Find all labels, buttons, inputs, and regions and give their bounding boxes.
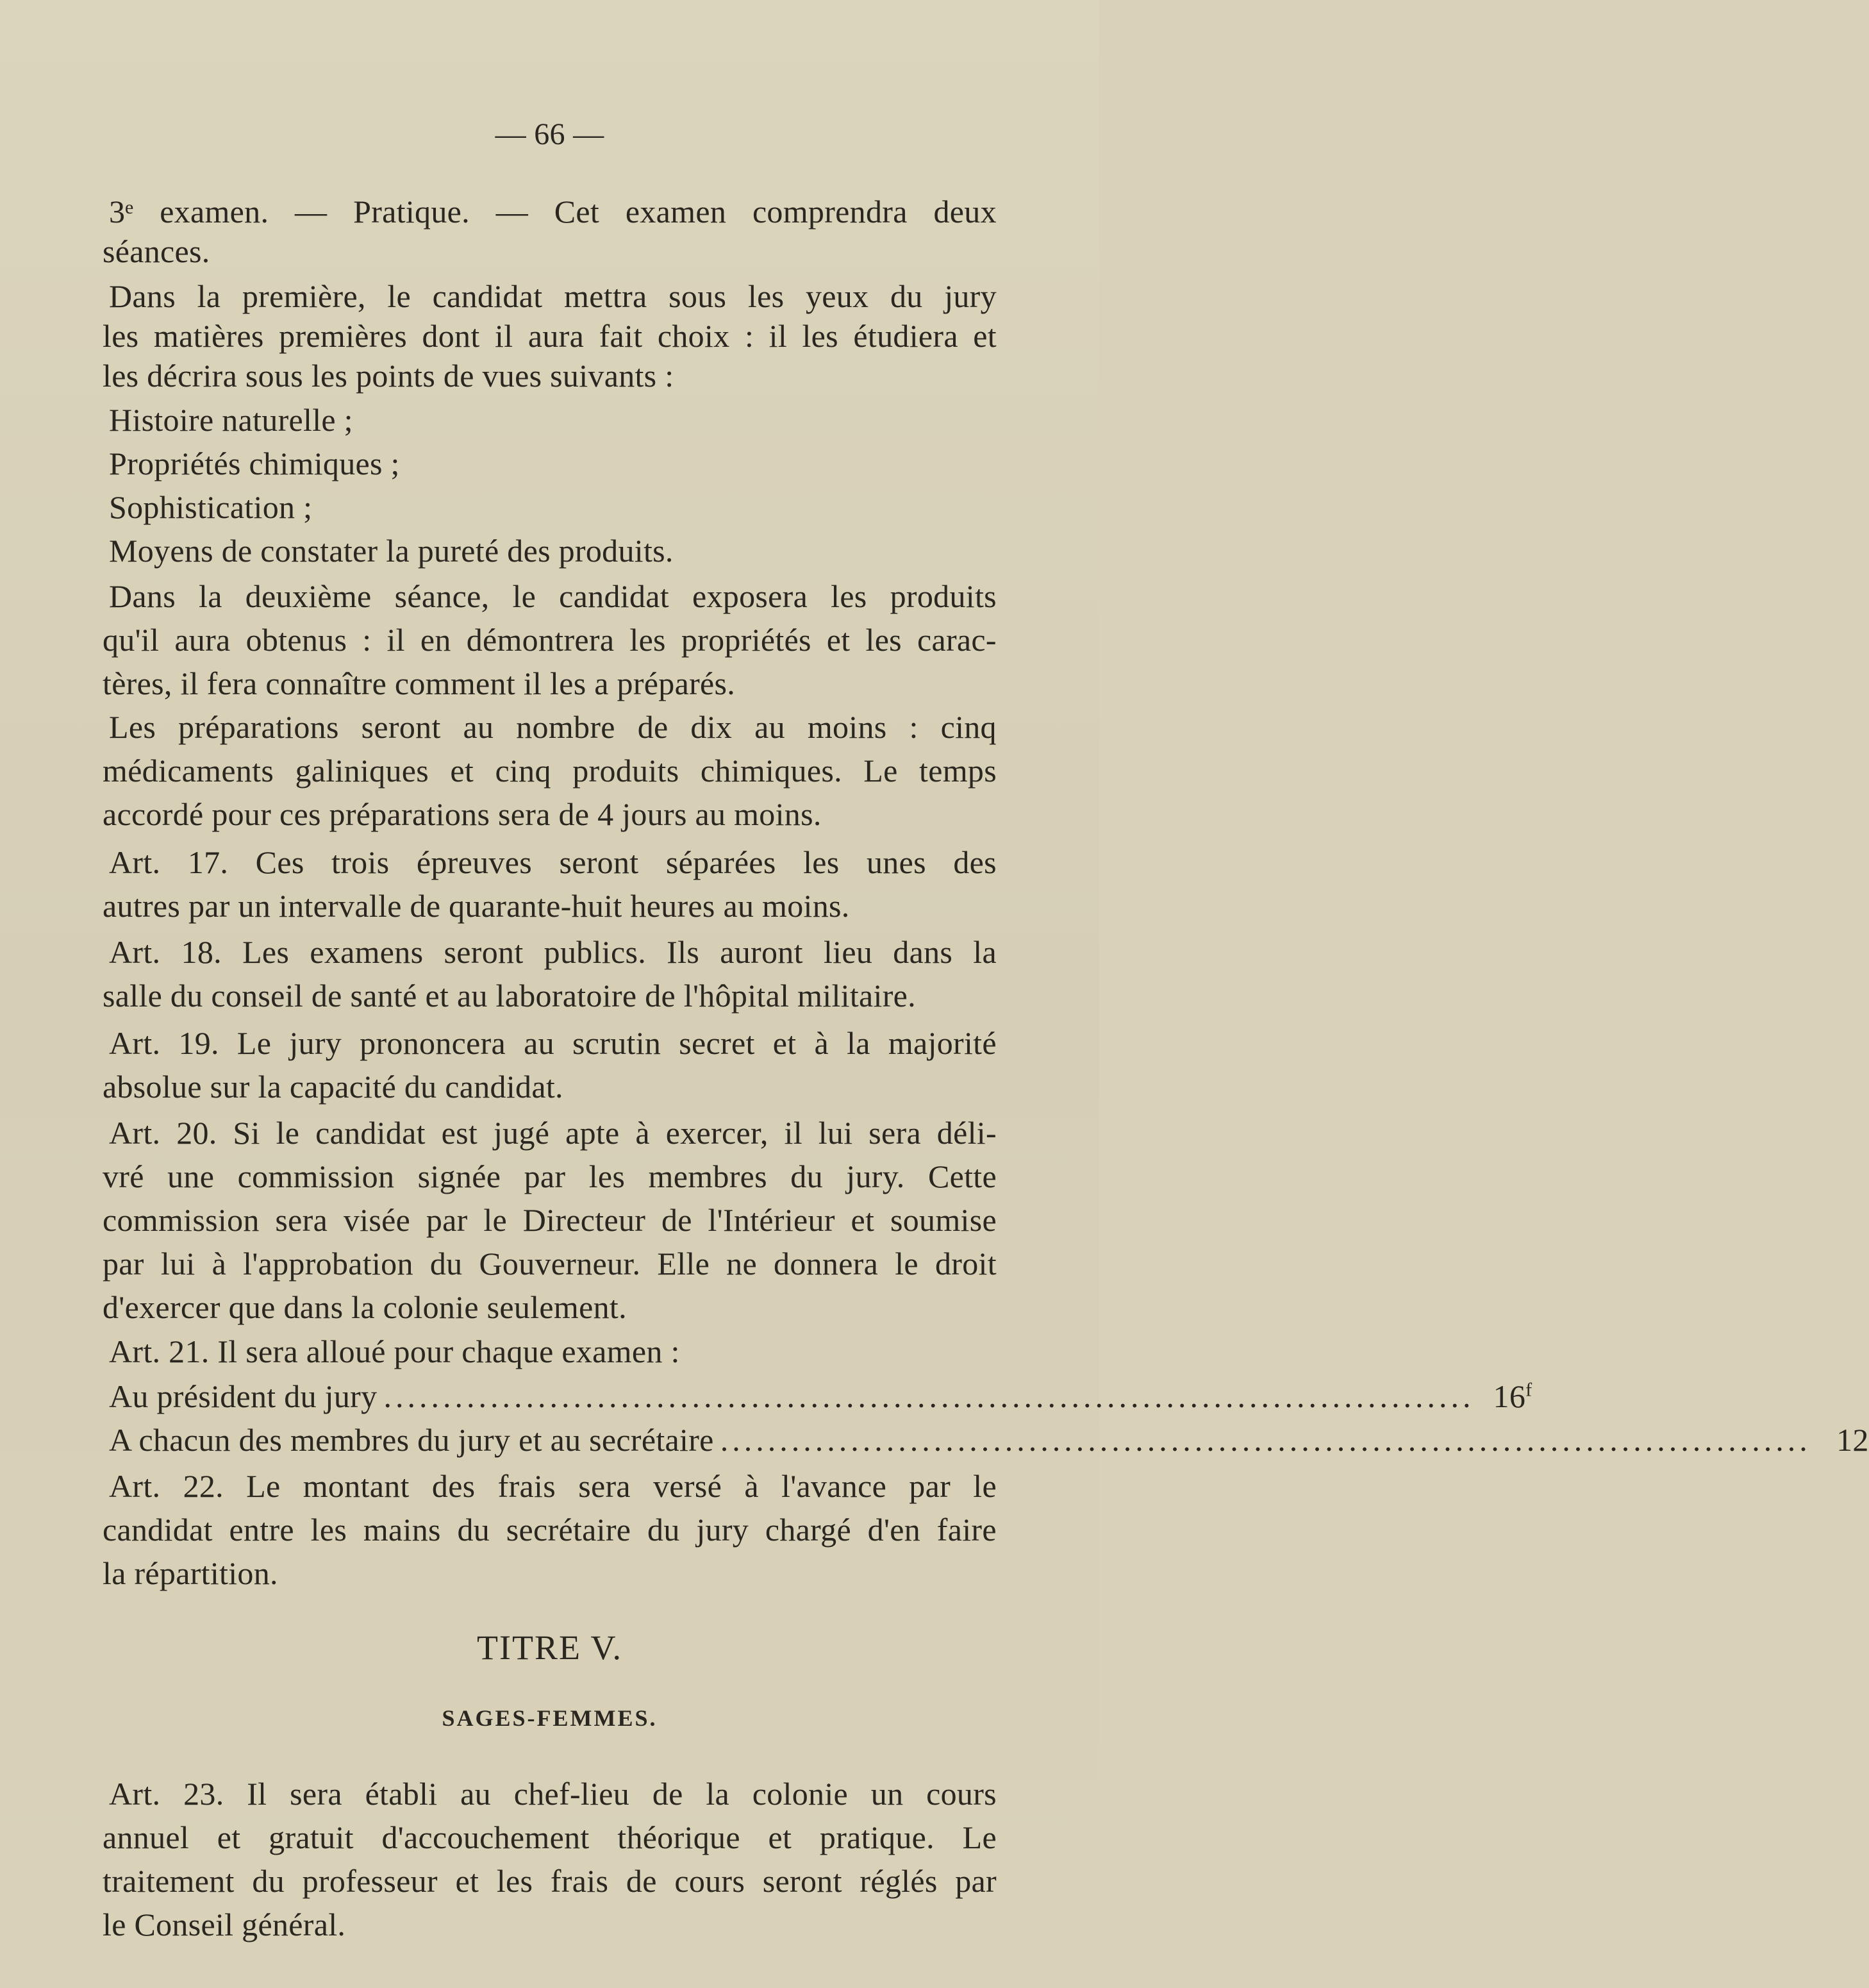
word: nombre (516, 709, 615, 745)
word: produits (572, 753, 679, 789)
fee-label: Au président du jury (109, 1378, 378, 1414)
word: séance, (394, 578, 490, 614)
word: sous (669, 278, 727, 314)
word: et (450, 753, 474, 789)
article-22 (109, 1467, 997, 1505)
word: cours (674, 1863, 745, 1899)
text-line: la répartition. (103, 1555, 278, 1591)
word: : (744, 318, 754, 354)
word: 23. (183, 1776, 224, 1812)
word: qu'il (103, 622, 160, 658)
word: les (747, 278, 785, 314)
word: du (890, 278, 923, 314)
word: montant (303, 1468, 410, 1504)
word: première, (242, 278, 366, 314)
word: candidat (103, 1512, 213, 1548)
word: à (814, 1025, 829, 1061)
word: seront (762, 1863, 842, 1899)
word: seront (444, 934, 524, 970)
word: Gouverneur. (479, 1246, 641, 1282)
word: cours (926, 1776, 997, 1812)
word: il (495, 318, 513, 354)
fee-label: A chacun des membres du jury et au secrétaire (109, 1422, 714, 1458)
text-line (103, 1244, 997, 1283)
word: temps (919, 753, 997, 789)
word: étudiera (853, 318, 958, 354)
word: au (463, 709, 494, 745)
word: trois (331, 844, 390, 880)
word: sera (275, 1202, 328, 1238)
word: Le (863, 753, 898, 789)
word: candidat (559, 578, 669, 614)
text-line (103, 1157, 997, 1196)
word: choix (657, 318, 730, 354)
word: à (744, 1468, 759, 1504)
word: et (826, 622, 851, 658)
word: jugé (493, 1115, 550, 1151)
word: la (199, 578, 222, 614)
word: il (386, 622, 405, 658)
word: du (252, 1863, 285, 1899)
word: faire (936, 1512, 997, 1548)
word: chef-lieu (513, 1776, 630, 1812)
word: frais (497, 1468, 556, 1504)
text-line (109, 708, 997, 746)
word: Il (247, 1776, 267, 1812)
word: par (524, 1158, 566, 1194)
word: aura (174, 622, 231, 658)
word: seront (559, 844, 639, 880)
word: signée (417, 1158, 501, 1194)
word: matières (153, 318, 264, 354)
word: examen. (160, 194, 269, 230)
word: premières (279, 318, 407, 354)
word: moins (807, 709, 887, 745)
word: du (790, 1158, 823, 1194)
word: Art. (109, 1468, 161, 1504)
word: démontrera (466, 622, 615, 658)
word: membres (648, 1158, 767, 1194)
text-line (103, 621, 997, 659)
word: cinq (495, 753, 551, 789)
word: épreuves (416, 844, 532, 880)
word: 19. (178, 1025, 219, 1061)
fee-row (109, 1377, 1533, 1416)
word: apte (565, 1115, 620, 1151)
word: jury (696, 1512, 749, 1548)
word: il (768, 318, 788, 354)
word: jury (289, 1025, 342, 1061)
word: et (217, 1819, 241, 1855)
word: la (706, 1776, 730, 1812)
word: médicaments (103, 753, 274, 789)
word: gratuit (269, 1819, 354, 1855)
word: publics. (544, 934, 647, 970)
word: soumise (890, 1202, 997, 1238)
word: Dans (109, 578, 176, 614)
word: de (652, 1776, 683, 1812)
word: déli- (936, 1115, 997, 1151)
word: yeux (805, 278, 869, 314)
word: et (768, 1819, 792, 1855)
text-line: autres par un intervalle de quarante-huit heures au moins. (103, 888, 850, 924)
word: dont (422, 318, 480, 354)
word: Cet (554, 194, 600, 230)
word: donnera (774, 1246, 879, 1282)
word: il (784, 1115, 802, 1151)
word: l'approbation (243, 1246, 413, 1282)
word: exercer, (665, 1115, 768, 1151)
word: candidat (432, 278, 543, 314)
text-line: le Conseil général. (103, 1907, 346, 1942)
word: d'accouchement (381, 1819, 590, 1855)
word: Directeur (522, 1202, 646, 1238)
word: Art. (109, 934, 161, 970)
fee-row (109, 1421, 1869, 1459)
word: propriétés (681, 622, 811, 658)
text-line (109, 577, 997, 615)
word: candidat (315, 1115, 426, 1151)
word: théorique (617, 1819, 740, 1855)
word: jury (944, 278, 997, 314)
word: séparées (665, 844, 776, 880)
text-line: salle du conseil de santé et au laboratoire de l'hôpital militaire. (103, 978, 916, 1014)
word: Le (237, 1025, 272, 1061)
word: Dans (109, 278, 176, 314)
word: chargé (765, 1512, 851, 1548)
word: le (512, 578, 536, 614)
word: Cette (927, 1158, 997, 1194)
word: exposera (692, 578, 808, 614)
word: lui (160, 1246, 195, 1282)
word: obtenus (245, 622, 347, 658)
list-item: Histoire naturelle ; (109, 402, 353, 438)
word: l'Intérieur (708, 1202, 835, 1238)
word: mains (363, 1512, 441, 1548)
word: par (426, 1202, 468, 1238)
word: le (973, 1468, 997, 1504)
word: professeur (302, 1863, 438, 1899)
word: comprendra (752, 194, 908, 230)
word: commission (103, 1202, 260, 1238)
word: les (103, 318, 139, 354)
word: Les (242, 934, 290, 970)
word: le (276, 1115, 300, 1151)
word: sera (868, 1115, 921, 1151)
article-21: Art. 21. Il sera alloué pour chaque examen : (109, 1333, 680, 1369)
word: réglés (860, 1863, 938, 1899)
word: : (362, 622, 372, 658)
word: 18. (181, 934, 222, 970)
word: Art. (109, 844, 161, 880)
section-subtitle: SAGES-FEMMES. (442, 1705, 658, 1731)
word: une (167, 1158, 215, 1194)
word: carac- (917, 622, 997, 658)
word: et (772, 1025, 797, 1061)
word: de (637, 709, 669, 745)
text-line (103, 1818, 997, 1857)
text-line (103, 317, 997, 355)
word: Pratique. (353, 194, 470, 230)
word: un (870, 1776, 904, 1812)
word: chimiques. (700, 753, 842, 789)
word: dans (893, 934, 953, 970)
word: des (431, 1468, 476, 1504)
word: seront (361, 709, 441, 745)
word: mettra (564, 278, 647, 314)
word: sera (578, 1468, 631, 1504)
text-line (109, 277, 997, 315)
word: secret (679, 1025, 755, 1061)
word: dix (690, 709, 733, 745)
text-line (103, 751, 997, 790)
word: visée (343, 1202, 411, 1238)
word: ne (726, 1246, 757, 1282)
word: au (524, 1025, 554, 1061)
word: est (441, 1115, 478, 1151)
word: Ils (667, 934, 700, 970)
word: du (647, 1512, 680, 1548)
word: préparations (178, 709, 339, 745)
word: les (629, 622, 666, 658)
word: produits (890, 578, 997, 614)
word: Ces (255, 844, 304, 880)
word: unes (867, 844, 926, 880)
text-line (103, 1201, 997, 1239)
word: le (483, 1202, 507, 1238)
word: Le (246, 1468, 281, 1504)
word: examen (625, 194, 727, 230)
word: au (460, 1776, 491, 1812)
word: les (831, 578, 867, 614)
word: du (457, 1512, 490, 1548)
word: les (803, 844, 840, 880)
word: annuel (103, 1819, 190, 1855)
word: de (626, 1863, 657, 1899)
word: et (973, 318, 997, 354)
word: prononcera (360, 1025, 506, 1061)
word: Si (233, 1115, 260, 1151)
word: des (953, 844, 997, 880)
word: et (455, 1863, 479, 1899)
word: 17. (187, 844, 229, 880)
leader-dots: ............................................................................................ (720, 1422, 1811, 1458)
word: l'avance (781, 1468, 887, 1504)
word: les (588, 1158, 626, 1194)
article-17 (109, 843, 997, 881)
text-line (109, 192, 997, 231)
word: galiniques (295, 753, 429, 789)
word: droit (934, 1246, 997, 1282)
word: lui (818, 1115, 853, 1151)
word: — (495, 194, 529, 230)
word: 22. (183, 1468, 224, 1504)
article-19 (109, 1024, 997, 1062)
word: établi (365, 1776, 438, 1812)
text-line: tères, il fera connaître comment il les a préparés. (103, 665, 736, 701)
word: 20. (176, 1115, 217, 1151)
word: 3ᵉ (109, 194, 134, 230)
word: et (851, 1202, 875, 1238)
word: Art. (109, 1115, 161, 1151)
text-line: absolue sur la capacité du candidat. (103, 1069, 563, 1105)
word: majorité (888, 1025, 997, 1061)
word: pratique. (819, 1819, 934, 1855)
word: sera (290, 1776, 342, 1812)
word: auront (720, 934, 803, 970)
word: — (295, 194, 328, 230)
word: Art. (109, 1776, 161, 1812)
word: traitement (103, 1863, 235, 1899)
word: vré (103, 1158, 144, 1194)
word: la (847, 1025, 870, 1061)
word: d'en (867, 1512, 921, 1548)
article-20 (109, 1114, 997, 1152)
word: lieu (823, 934, 873, 970)
word: la (973, 934, 997, 970)
text-line (103, 1862, 997, 1900)
list-item: Propriétés chimiques ; (109, 446, 400, 481)
word: entre (229, 1512, 294, 1548)
word: fait (599, 318, 643, 354)
word: à (212, 1246, 227, 1282)
word: en (420, 622, 451, 658)
word: les (496, 1863, 533, 1899)
word: : (909, 709, 918, 745)
word: les (802, 318, 838, 354)
word: par (909, 1468, 951, 1504)
word: les (865, 622, 902, 658)
word: au (754, 709, 785, 745)
text-line: accordé pour ces préparations sera de 4 jours au moins. (103, 796, 822, 832)
word: secrétaire (506, 1512, 631, 1548)
word: deuxième (245, 578, 372, 614)
word: la (197, 278, 221, 314)
article-23 (109, 1775, 997, 1813)
word: par (955, 1863, 997, 1899)
word: Le (962, 1819, 997, 1855)
word: deux (933, 194, 997, 230)
word: Elle (657, 1246, 710, 1282)
word: examens (310, 934, 424, 970)
section-title: TITRE V. (476, 1628, 623, 1667)
article-18 (109, 933, 997, 971)
word: versé (653, 1468, 722, 1504)
text-line: d'exercer que dans la colonie seulement. (103, 1289, 627, 1325)
word: par (103, 1246, 144, 1282)
word: jury. (846, 1158, 905, 1194)
fee-amount: 12 (1836, 1422, 1869, 1458)
text-line (103, 1510, 997, 1549)
word: frais (550, 1863, 609, 1899)
word: Les (109, 709, 156, 745)
word: aura (527, 318, 585, 354)
text-line: séances. (103, 233, 210, 269)
word: les (310, 1512, 347, 1548)
leader-dots: ............................................................................................ (383, 1378, 1475, 1414)
word: Art. (109, 1025, 161, 1061)
text-line: les décrira sous les points de vues suivants : (103, 358, 674, 394)
word: le (895, 1246, 918, 1282)
fee-amount: 16$^f$ (1493, 1378, 1533, 1414)
list-item: Moyens de constater la pureté des produits. (109, 533, 674, 569)
word: colonie (752, 1776, 849, 1812)
word: de (661, 1202, 692, 1238)
word: du (429, 1246, 463, 1282)
list-item: Sophistication ; (109, 489, 313, 525)
word: le (387, 278, 411, 314)
word: à (635, 1115, 650, 1151)
word: cinq (940, 709, 997, 745)
word: scrutin (572, 1025, 661, 1061)
word: commission (237, 1158, 395, 1194)
page-number: — 66 — (495, 117, 604, 151)
